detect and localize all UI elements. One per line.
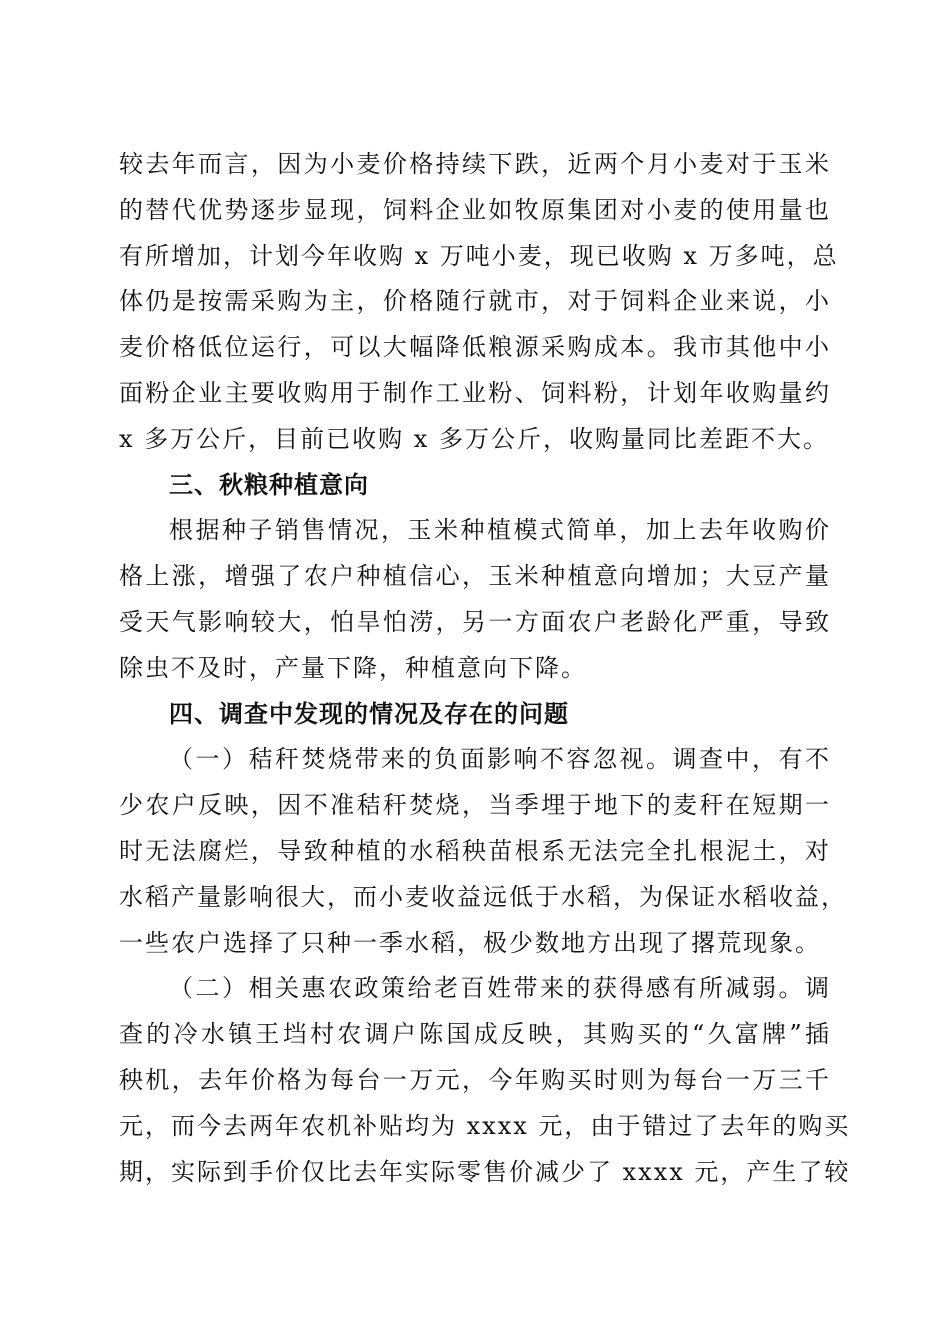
body-line: 麦价格低位运行，可以大幅降低粮源采购成本。我市其他中小 bbox=[119, 333, 831, 362]
body-line: 元，而今去两年农机补贴均为 xxxx 元，由于错过了去年的购买 bbox=[119, 1111, 851, 1140]
section-heading: 三、秋粮种植意向 bbox=[169, 470, 369, 499]
body-line: 除虫不及时，产量下降，种植意向下降。 bbox=[119, 653, 587, 682]
body-line: 较去年而言，因为小麦价格持续下跌，近两个月小麦对于玉米 bbox=[119, 150, 831, 178]
document-body bbox=[119, 142, 851, 1195]
body-line: x 多万公斤，目前已收购 x 多万公斤，收购量同比差距不大。 bbox=[119, 424, 829, 453]
body-line: 少农户反映，因不准秸秆焚烧，当季埋于地下的麦秆在短期一 bbox=[119, 791, 831, 820]
body-line: 时无法腐烂，导致种植的水稻秧苗根系无法完全扎根泥土，对 bbox=[119, 836, 831, 865]
body-line: 体仍是按需采购为主，价格随行就市，对于饲料企业来说，小 bbox=[119, 287, 831, 316]
body-line: （二）相关惠农政策给老百姓带来的获得感有所减弱。调 bbox=[169, 974, 831, 1003]
section-heading: 四、调查中发现的情况及存在的问题 bbox=[169, 699, 569, 728]
body-line: 的替代优势逐步显现，饲料企业如牧原集团对小麦的使用量也 bbox=[119, 195, 831, 224]
body-line: 一些农户选择了只种一季水稻，极少数地方出现了撂荒现象。 bbox=[119, 928, 821, 957]
body-line: 受天气影响较大，怕旱怕涝，另一方面农户老龄化严重，导致 bbox=[119, 607, 831, 636]
body-line: （一）秸秆焚烧带来的负面影响不容忽视。调查中，有不 bbox=[169, 745, 831, 774]
body-line: 格上涨，增强了农户种植信心，玉米种植意向增加；大豆产量 bbox=[119, 562, 831, 591]
body-line: 面粉企业主要收购用于制作工业粉、饲料粉，计划年收购量约 bbox=[119, 378, 831, 407]
body-line: 有所增加，计划今年收购 x 万吨小麦，现已收购 x 万多吨，总 bbox=[119, 241, 839, 270]
body-line: 期，实际到手价仅比去年实际零售价减少了 xxxx 元，产生了较 bbox=[119, 1157, 851, 1186]
body-line: 秧机，去年价格为每台一万元，今年购买时则为每台一万三千 bbox=[119, 1065, 831, 1094]
body-line: 根据种子销售情况，玉米种植模式简单，加上去年收购价 bbox=[169, 516, 831, 545]
body-line: 查的冷水镇王垱村农调户陈国成反映，其购买的“久富牌”插 bbox=[119, 1020, 831, 1049]
body-line: 水稻产量影响很大，而小麦收益远低于水稻，为保证水稻收益， bbox=[119, 882, 847, 911]
